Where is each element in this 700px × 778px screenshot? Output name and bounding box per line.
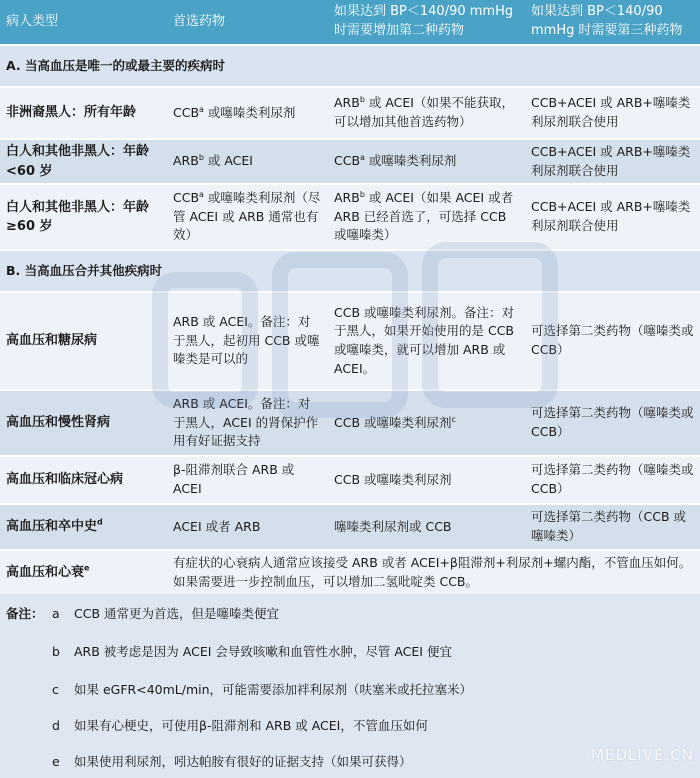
first-choice: β-阻滞剂联合 ARB 或 ACEI	[167, 456, 328, 504]
section-a-row	[0, 45, 700, 87]
patient-type: 白人和其他非黑人：年龄<60 岁	[0, 139, 167, 184]
footnote-text: 如果 eGFR<40mL/min，可能需要添加袢利尿剂（呋塞米或托拉塞米）	[74, 682, 473, 697]
footnote-letter: c	[52, 682, 59, 697]
footnote-text: 如果有心梗史，可使用β-阻滞剂和 ARB 或 ACEI，不管血压如何	[74, 718, 428, 733]
third-drug: 可选择第二类药物（噻嗪类或 CCB）	[525, 390, 700, 456]
third-drug: 可选择第二类药物（CCB 或噻嗪类）	[525, 504, 700, 550]
patient-type: 高血压和慢性肾病	[0, 390, 167, 456]
table-row	[0, 550, 700, 594]
first-choice: CCB$^a$ 或噻嗪类利尿剂（尽管 ACEI 或 ARB 通常也有效）	[167, 184, 328, 250]
table-row	[0, 456, 700, 504]
footnote-letter: e	[52, 754, 60, 769]
third-drug: 可选择第二类药物（噻嗪类或 CCB）	[525, 456, 700, 504]
footnote-text: CCB 通常更为首选，但是噻嗪类便宜	[74, 606, 280, 621]
patient-type: 高血压和糖尿病	[0, 292, 167, 390]
footnote-letter: b	[52, 644, 60, 659]
watermark-text: MEDLIVE.CN	[591, 745, 694, 764]
patient-type: 高血压和心衰$^e$	[0, 550, 167, 594]
first-choice: ARB 或 ACEI。备注：对于黑人，ACEI 的肾保护作用有好证据支持	[167, 390, 328, 456]
table-row	[0, 504, 700, 550]
footnote-letter: d	[52, 718, 60, 733]
first-choice: ARB$^b$ 或 ACEI	[167, 139, 328, 184]
header-patient-type: 病人类型	[0, 0, 167, 45]
table-header	[0, 0, 700, 45]
patient-type: 高血压和临床冠心病	[0, 456, 167, 504]
table-row	[0, 139, 700, 184]
section-a-title: A. 当高血压是唯一的或最主要的疾病时	[0, 45, 700, 87]
first-choice: ARB 或 ACEI。备注：对于黑人，起初用 CCB 或噻嗪类是可以的	[167, 292, 328, 390]
heart-failure-note: 有症状的心衰病人通常应该接受 ARB 或者 ACEI+β阻滞剂+利尿剂+螺内酯，不管血压如何。如果需要进一步控制血压，可以增加二氢吡啶类 CCB。	[167, 550, 700, 594]
section-b-row	[0, 250, 700, 292]
third-drug: CCB+ACEI 或 ARB+噻嗪类利尿剂联合使用	[525, 87, 700, 139]
notes-label: 备注：	[6, 606, 44, 621]
third-drug: CCB+ACEI 或 ARB+噻嗪类利尿剂联合使用	[525, 139, 700, 184]
section-b-title: B. 当高血压合并其他疾病时	[0, 250, 700, 292]
table-row	[0, 87, 700, 139]
table-row	[0, 390, 700, 456]
third-drug: 可选择第二类药物（噻嗪类或 CCB）	[525, 292, 700, 390]
header-third-drug: 如果达到 BP＜140/90 mmHg 时需要第三种药物	[525, 0, 700, 45]
second-drug: CCB 或噻嗪类利尿剂	[328, 456, 525, 504]
second-drug: CCB 或噻嗪类利尿剂$^c$	[328, 390, 525, 456]
second-drug: 噻嗪类利尿剂或 CCB	[328, 504, 525, 550]
footnote-text: 如果使用利尿剂，吲达帕胺有很好的证据支持（如果可获得）	[74, 754, 412, 769]
table-row	[0, 184, 700, 250]
first-choice: ACEI 或者 ARB	[167, 504, 328, 550]
second-drug: CCB 或噻嗪类利尿剂。备注：对于黑人，如果开始使用的是 CCB 或噻嗪类，就可以增加 ARB 或 ACEI。	[328, 292, 525, 390]
second-drug: CCB$^a$ 或噻嗪类利尿剂	[328, 139, 525, 184]
patient-type: 白人和其他非黑人：年龄≥60 岁	[0, 184, 167, 250]
second-drug: ARB$^b$ 或 ACEI（如果 ACEI 或者 ARB 已经首选了，可选择 CCB 或噻嗪类）	[328, 184, 525, 250]
patient-type: 非洲裔黑人：所有年龄	[0, 87, 167, 139]
patient-type: 高血压和卒中史$^d$	[0, 504, 167, 550]
second-drug: ARB$^b$ 或 ACEI（如果不能获取，可以增加其他首选药物）	[328, 87, 525, 139]
footnote-letter: a	[52, 606, 60, 621]
first-choice: CCB$^a$ 或噻嗪类利尿剂	[167, 87, 328, 139]
table-row	[0, 292, 700, 390]
header-second-drug: 如果达到 BP＜140/90 mmHg 时需要增加第二种药物	[328, 0, 525, 45]
third-drug: CCB+ACEI 或 ARB+噻嗪类利尿剂联合使用	[525, 184, 700, 250]
header-first-choice: 首选药物	[167, 0, 328, 45]
footnote-text: ARB 被考虑是因为 ACEI 会导致咳嗽和血管性水肿，尽管 ACEI 便宜	[74, 644, 452, 659]
